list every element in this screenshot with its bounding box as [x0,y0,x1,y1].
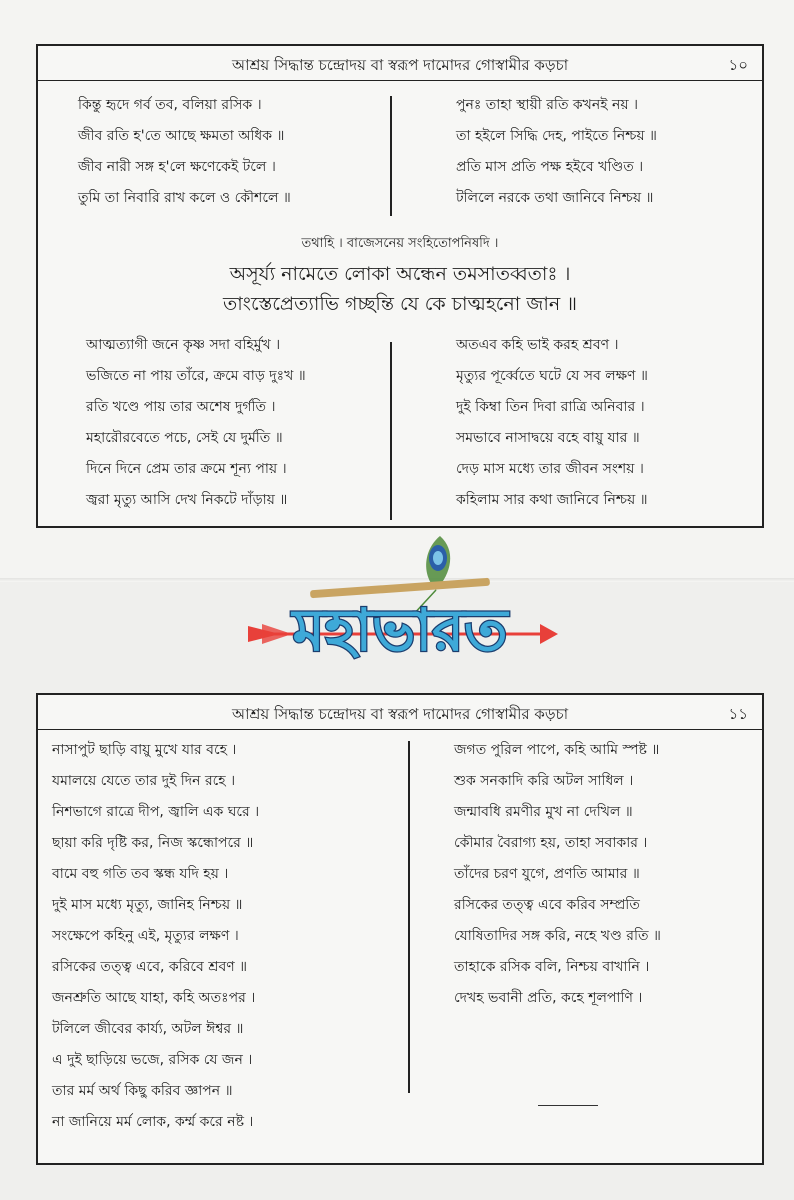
bottom-header-title: আশ্রয় সিদ্ধান্ত চন্দ্রোদয় বা স্বরূপ দামোদর গোস্বামীর কড়চা [231,705,569,723]
mantra-line: অসূর্য্য নামেতে লোকা অন্ধেন তমসাতব্বতাঃ । [229,263,571,285]
end-rule [538,1105,598,1106]
verse-line: আত্মত্যাগী জনে কৃষ্ণ সদা বহির্মুখ । [86,337,281,353]
verse-line: তার মর্ম অর্থ কিছু করিব জ্ঞাপন ॥ [52,1083,233,1099]
verse-line: তুমি তা নিবারি রাখ কলে ও কৌশলে ॥ [78,190,291,206]
verse-line: না জানিয়ে মর্ম লোক, কর্ম্ম করে নষ্ট । [52,1114,254,1130]
top-text-panel [36,44,764,528]
verse-line: কৌমার বৈরাগ্য হয়, তাহা সবাকার । [454,835,648,851]
verse-line: নিশভাগে রাত্রে দীপ, জ্বালি এক ঘরে । [52,804,260,820]
verse-line: রসিকের তত্ত্ব এবে করিব সম্প্রতি [454,897,640,913]
verse-line: যমালয়ে যেতে তার দুই দিন রহে । [52,773,236,789]
top-header [38,46,762,81]
verse-line: যোষিতাদির সঙ্গ করি, নহে খণ্ড রতি ॥ [454,928,661,944]
verse-line: কিন্তু হৃদে গর্ব তব, বলিয়া রসিক । [78,97,262,113]
verse-line: টলিলে জীবের কার্য্য, অটল ঈশ্বর ॥ [52,1021,244,1037]
verse-line: জগত পুরিল পাপে, কহি আমি স্পষ্ট ॥ [454,742,660,758]
bottom-header [38,695,762,730]
verse-line: সংক্ষেপে কহিনু এই, মৃত্যুর লক্ষণ । [52,928,239,944]
verse-line: তা হইলে সিদ্ধি দেহ, পাইতে নিশ্চয় ॥ [456,128,657,144]
top-block1-right [456,90,657,214]
verse-line: জীব রতি হ'তে আছে ক্ষমতা অধিক ॥ [78,128,285,144]
top-page-number: ১০ [728,56,748,74]
verse-line: ছায়া করি দৃষ্টি কর, নিজ স্কন্ধোপরে ॥ [52,835,254,851]
bottom-text-panel [36,693,764,1165]
mantra-line: তাংস্তেপ্রেত্যাভি গচ্ছন্তি যে কে চাত্মহনো জান ॥ [223,293,577,315]
bottom-page-number: ১১ [728,705,748,723]
verse-line: অতএব কহি ভাই করহ শ্রবণ । [456,337,619,353]
verse-line: ভজিতে না পায় তাঁরে, ক্রমে বাড় দুঃখ ॥ [86,368,306,384]
verse-line: তাহাকে রসিক বলি, নিশ্চয় বাখানি । [454,959,650,975]
top-block2-left [86,330,306,516]
verse-line: দিনে দিনে প্রেম তার ক্রমে শূন্য পায় । [86,461,287,477]
column-divider [390,96,392,216]
verse-line: রতি খণ্ডে পায় তার অশেষ দুর্গতি । [86,399,276,415]
verse-line: জ্বরা মৃত্যু আসি দেখ নিকটে দাঁড়ায় ॥ [86,492,288,508]
verse-line: জনশ্রুতি আছে যাহা, কহি অতঃপর । [52,990,256,1006]
bottom-left-column [52,735,259,1138]
top-header-title: আশ্রয় সিদ্ধান্ত চন্দ্রোদয় বা স্বরূপ দামোদর গোস্বামীর কড়চা [231,56,569,74]
top-block1-left [78,90,291,214]
bottom-right-column [454,735,661,1014]
top-block2-right [456,330,648,516]
verse-line: রসিকের তত্ত্ব এবে, করিবে শ্রবণ ॥ [52,959,248,975]
verse-line: মহারৌরবেতে পচে, সেই যে দুর্মতি ॥ [86,430,283,446]
verse-line: পুনঃ তাহা স্থায়ী রতি কখনই নয় । [456,97,639,113]
verse-line: প্রতি মাস প্রতি পক্ষ হইবে খণ্ডিত । [456,159,644,175]
column-divider [408,741,410,1093]
verse-line: বামে বহু গতি তব স্কন্ধ যদি হয় । [52,866,229,882]
verse-line: সমভাবে নাসাদ্বয়ে বহে বায়ু যার ॥ [456,430,640,446]
verse-line: টলিলে নরকে তথা জানিবে নিশ্চয় ॥ [456,190,654,206]
verse-line: তাঁদের চরণ যুগে, প্রণতি আমার ॥ [454,866,640,882]
mantra-reference: তথাহি । বাজেসনেয় সংহিতোপনিষদি । [301,236,499,251]
verse-line: জন্মাবধি রমণীর মুখ না দেখিল ॥ [454,804,633,820]
verse-line: এ দুই ছাড়িয়ে ভজে, রসিক যে জন । [52,1052,253,1068]
verse-line: শুক সনকাদি করি অটল সাধিল । [454,773,634,789]
verse-line: দুই মাস মধ্যে মৃত্যু, জানিহ নিশ্চয় ॥ [52,897,243,913]
verse-line: নাসাপুট ছাড়ি বায়ু মুখে যার বহে । [52,742,237,758]
verse-line: দেড় মাস মধ্যে তার জীবন সংশয় । [456,461,644,477]
verse-line: মৃত্যুর পূর্ব্বেতে ঘটে যে সব লক্ষণ ॥ [456,368,648,384]
verse-line: দুই কিম্বা তিন দিবা রাত্রি অনিবার । [456,399,645,415]
mahabharat-logo [240,528,560,678]
logo-text: মহাভারত [292,596,508,664]
verse-line: জীব নারী সঙ্গ হ'লে ক্ষণেকেই টলে । [78,159,276,175]
column-divider [390,342,392,520]
verse-line: দেখহ ভবানী প্রতি, কহে শূলপাণি । [454,990,643,1006]
verse-line: কহিলাম সার কথা জানিবে নিশ্চয় ॥ [456,492,648,508]
